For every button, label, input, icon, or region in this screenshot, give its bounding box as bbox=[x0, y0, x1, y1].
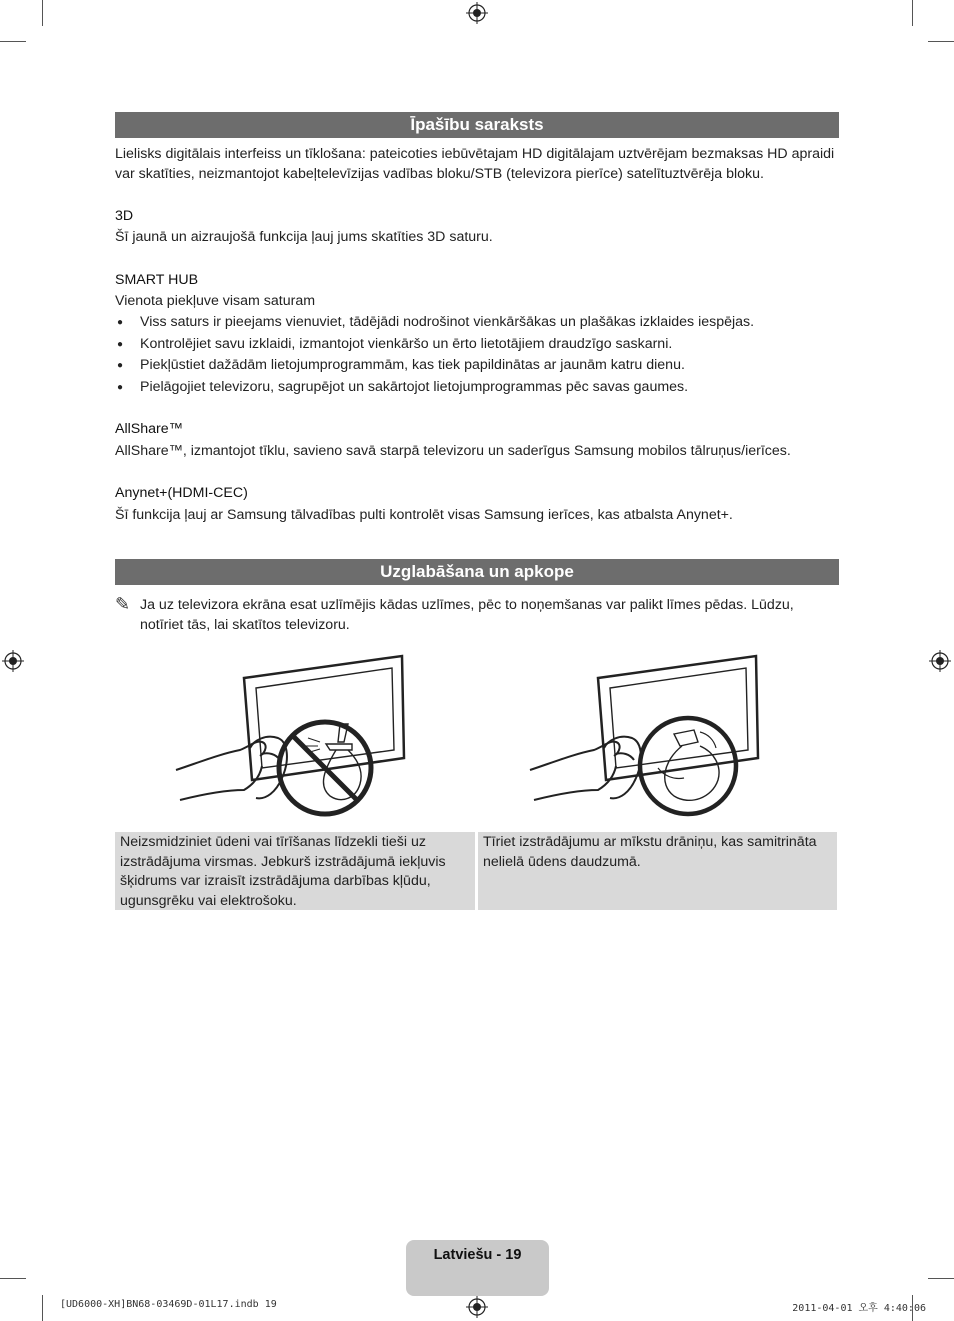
crop-mark bbox=[928, 1278, 954, 1279]
page-number-tab bbox=[406, 1240, 549, 1296]
caption-box-warning bbox=[115, 832, 475, 910]
registration-mark-icon bbox=[2, 650, 24, 672]
feature-text-anynet: Šī funkcija ļauj ar Samsung tālvadības pulti kontrolēt visas Samsung ierīces, kas atbalsta Anynet+. bbox=[115, 507, 733, 523]
smart-hub-bullet-list bbox=[115, 312, 839, 398]
list-item-text: Pielāgojiet televizoru, sagrupējot un sakārtojot lietojumprogrammas pēc savas gaumes. bbox=[140, 378, 689, 395]
crop-mark bbox=[0, 1278, 26, 1279]
crop-mark bbox=[42, 1295, 43, 1321]
caption-text-warning: Neizsmidziniet ūdeni vai tīrīšanas līdzekli tieši uz izstrādājuma virsmas. Jebkurš izstrādājumā iekļuvis šķidrums var izraisīt izstrādājuma darbības kļūdu, ugunsgrēku vai elektrošoku. bbox=[120, 834, 446, 909]
crop-mark bbox=[42, 0, 43, 26]
crop-mark bbox=[928, 41, 954, 42]
intro-paragraph: Lielisks digitālais interfeiss un tīklošana: pateicoties iebūvētajam HD digitālajam uztvērējam bezmaksas HD apraidi var skatīties, neizmantojot kabeļtelevīzijas vadības bloku/STB (televizora pierīce) satelītuztvērēja bloku. bbox=[115, 146, 835, 182]
list-item bbox=[115, 355, 839, 377]
section-title-care: Uzglabāšana un apkope bbox=[115, 559, 839, 585]
crop-mark bbox=[912, 0, 913, 26]
feature-text-smart-hub: Vienota piekļuve visam saturam bbox=[115, 293, 316, 309]
section-title-features: Īpašību saraksts bbox=[115, 112, 839, 138]
illustration-soft-cloth bbox=[524, 650, 769, 820]
crop-mark bbox=[0, 41, 26, 42]
page-number-label: Latviešu - 19 bbox=[433, 1247, 522, 1263]
illustration-no-direct-spray bbox=[170, 650, 415, 820]
note-text: Ja uz televizora ekrāna esat uzlīmējis kādas uzlīmes, pēc to noņemšanas var palikt līmes pēdas. Lūdzu, notīriet tās, lai skatītos televizoru. bbox=[140, 597, 794, 633]
caption-box-instruction bbox=[478, 832, 837, 910]
feature-heading-smart-hub: SMART HUB bbox=[115, 272, 199, 288]
bullet-icon: ● bbox=[117, 381, 124, 393]
footer-file-info: [UD6000-XH]BN68-03469D-01L17.indb 19 bbox=[60, 1299, 277, 1310]
feature-heading-anynet: Anynet+(HDMI-CEC) bbox=[115, 485, 248, 501]
list-item-text: Kontrolējiet savu izklaidi, izmantojot vienkāršo un ērto lietotājiem draudzīgo saskarni. bbox=[140, 335, 673, 352]
footer-timestamp: 2011-04-01 오후 4:40:06 bbox=[792, 1303, 926, 1314]
caption-text-instruction: Tīriet izstrādājumu ar mīkstu drāniņu, kas samitrināta nelielā ūdens daudzumā. bbox=[483, 834, 817, 870]
list-item-text: Piekļūstiet dažādām lietojumprogrammām, kas tiek papildinātas ar jaunām katru dienu. bbox=[140, 357, 685, 373]
feature-text-allshare: AllShare™, izmantojot tīklu, savieno savā starpā televizoru un saderīgus Samsung mobilos tālruņus/ierīces. bbox=[115, 443, 791, 459]
list-item bbox=[115, 334, 839, 356]
bullet-icon: ● bbox=[117, 317, 124, 328]
list-item bbox=[115, 377, 839, 399]
bullet-icon: ● bbox=[117, 338, 124, 350]
registration-mark-icon bbox=[466, 1296, 488, 1318]
note-icon: ✎ bbox=[115, 594, 131, 614]
list-item bbox=[115, 312, 839, 334]
bullet-icon: ● bbox=[117, 360, 124, 371]
feature-text-3d: Šī jaunā un aizraujošā funkcija ļauj jums skatīties 3D saturu. bbox=[115, 229, 493, 245]
list-item-text: Viss saturs ir pieejams vienuviet, tādējādi nodrošinot vienkāršākas un plašākas izklaides iespējas. bbox=[140, 314, 755, 330]
registration-mark-icon bbox=[929, 650, 951, 672]
feature-heading-3d: 3D bbox=[115, 208, 134, 224]
feature-heading-allshare: AllShare™ bbox=[115, 421, 183, 437]
registration-mark-icon bbox=[466, 2, 488, 24]
